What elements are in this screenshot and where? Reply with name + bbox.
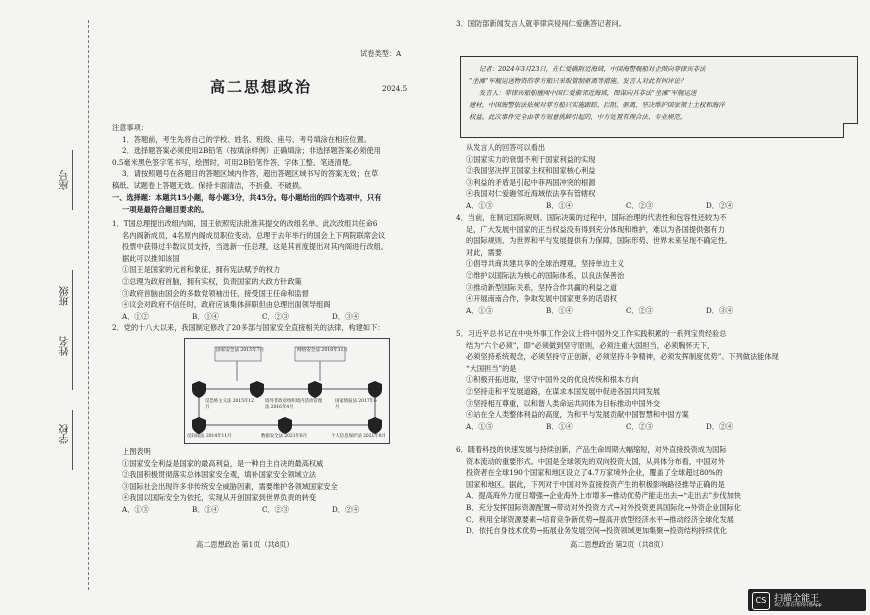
page-2-footer: 高二思想政治 第2页（共8页）	[570, 540, 668, 549]
question-2-options: 上图表明 ①国家安全利益是国家的最高利益，是一种自主自决的最高权威 ②我国积极贯彻落实总体国家安全观，填补国家安全领域立法 ③国际社会出现许多非传统安全威胁因素，需要维护各领域国家安全 ④我国以国际安全为依托，实现从开创国家到世界负责的转变 A．①③ B．①④ C．②③ D．②④	[112, 446, 434, 516]
section-one-heading: 一、选择题：本题共15小题，每小题3分，共45分。每小题给出的四个选项中，只有 一项是最符合题目要求的。	[112, 193, 382, 214]
name-label: 姓名	[60, 336, 71, 356]
diagram-svg	[185, 339, 389, 443]
diagram-node: 数据安全法 2021年6月	[261, 434, 308, 439]
diagram-node: 反恐怖主义法 2015年12月	[205, 399, 254, 410]
q3-answers: A．①③ B．①④ C．②③ D．②④	[466, 200, 734, 210]
security-law-diagram	[184, 338, 390, 444]
diagram-node: 反间谍法 2014年11月	[187, 434, 232, 439]
box-corner-fold	[843, 123, 858, 138]
watermark-subtitle: 3亿人都在用的扫描App	[774, 603, 822, 608]
notes-heading: 注意事项：	[112, 123, 148, 132]
diagram-node: 国家安全法 2015年7月	[216, 348, 265, 353]
scanner-watermark	[748, 589, 866, 611]
question-6: 6．随着科技的快速发展与持续创新，产品生命周期大幅缩短，对外直接投资成为国际 资本流动的重要形式。中国是全球领先的双向投资大国，从具体分布看，中国对外 投资者在全球190个国家和地区设立了4.7万家境外企业，覆盖了全球超过80%的 国家和地区。据此，下列对于中国对外直接投资产生的积极影响路径推导正确的是 A．提高海外力度日增强→企业海外上市增多→推动优势产能走出去→“走出去”步伐加快 B．充分发挥国际资源配置→带动对外投资方式→对外投资更具国际化→外资企业国际化 C．利用全球资源要素→培育竞争新优势→提高开放型经济水平→推动经济全球化发展 D．依托自身技术优势→拓展业务发展空间→投资领域更加集聚→投资结构持续优化	[456, 445, 741, 536]
notes-block: 注意事项： 1．答题前，考生先将自己的学校、姓名、班级、座号、考号填涂在相应位置。 2．选择题答案必须使用2B铅笔（按填涂样例）正确填涂；非选择题答案必须使用 0.5毫米黑色签字笔书写，绘图时，可用2B铅笔作答，字体工整、笔迹清楚。 3．请按照题号在各题目的答题区域内作答，超出答题区域书写的答案无效；在草 稿纸、试题卷上答题无效。保持卡面清洁，不折叠、不破损。	[112, 122, 434, 192]
question-1: 1．T国总理提出改组内阁，国王依照宪法批准其提交的改组名单。此次改组共任命6 名内阁新成员，4名原内阁成员职位变动。总理于去年举行的国会上下两院联席会议 投票中获得过半数议员支持，当选新一任总理，这是其首度提出对其内阁进行改组。 据此可以推知该国 ①国王是国家的元首和象征，拥有宪法赋予的权力 ②总理为政府首脑，拥有实权，负责国家的大政方针政策 ③政府首脑由国会的多数党领袖出任，接受国王任命和监督 ④议会对政府不信任时，政府应该集体辞职但由总理出面领导组阁 A．①② B．①④ C．②③ D．③④ 2．党的十八大以来，我国制定修改了20多部与国家安全直接相关的法律，构建如下：	[112, 218, 434, 334]
cut-line	[88, 20, 89, 590]
seat-label: 座号	[60, 170, 71, 190]
page-title: 高二思想政治	[210, 78, 313, 96]
exam-type: 试卷类型：A	[360, 49, 402, 58]
page-1-footer: 高二思想政治 第1页（共8页）	[196, 540, 294, 549]
question-4: 4．当前，在制定国际规则、国际决策的过程中，国际治理的代表性和包容性还较为不 足，广大发展中国家的正当权益没有得到充分体现和维护，难以为各国提供强有力 的国际规则、为世界和平与发展提供有力保障，国际形势、世界未来呈现不确定性。 对此，需要 ①倡导共商共建共享的全球治理观，坚持单边主义 ②维护以国际法为核心的国际体系，以良法保善治 ③推动新型国际关系，坚持合作共赢的利益之道 ④开展南南合作，争取发展中国家更多的话语权 A．①③ B．①④ C．②③ D．③④	[456, 212, 856, 316]
school-label: 学校	[60, 424, 71, 444]
q1-answers: A．①② B．①④ C．②③ D．③④	[122, 311, 360, 321]
question-3: 3．国防部新闻发言人就菲律宾侵闯仁爱礁答记者问。	[456, 19, 626, 28]
page-2	[440, 0, 870, 615]
class-label: 班级	[60, 286, 71, 306]
diagram-node: 网络安全法 2016年11月	[297, 348, 349, 353]
diagram-node: 国家情报法 2017年6月	[335, 399, 377, 410]
diagram-node: 个人信息保护法 2021年8月	[331, 434, 386, 439]
cs-logo-icon: CS	[752, 592, 770, 610]
q4-answers: A．①③ B．①④ C．②③ D．③④	[466, 305, 734, 315]
q2-answers: A．①③ B．①④ C．②③ D．②④	[122, 504, 360, 514]
binding-margin	[0, 0, 108, 615]
watermark-title: 扫描全能王	[774, 594, 820, 604]
q3-quote-box: 记者：2024年3月23日，在仁爱礁附近海域，中国海警舰船对企图向菲律宾非法 “坐滩”军舰运送物资的菲方船只采取管制驱离等措施。发言人对此有何评论？ 发言人：菲律宾船舶擅闯中国仁爱礁邻近海域，图谋向其非法“坐滩”军舰运送 建材，中国海警依法依规对菲方船只实施跟踪、拦阻、驱离，坚决维护国家领土主权和海洋 权益。此次事件完全由菲方刻意挑衅引起的，中方处置有理合法、专业规范。	[460, 56, 858, 138]
question-3-options: 从发言人的回答可以看出 ①国家实力的衰弱不利于国家利益的实现 ②我国坚决捍卫国家主权和国家核心利益 ③利益的矛盾是引起中菲两国冲突的根源 ④我国对仁爱礁邻近海域依法享有管辖权 A．①③ B．①④ C．②③ D．②④	[456, 142, 856, 212]
exam-date: 2024.5	[382, 84, 408, 93]
question-5: 5．习近平总书记在中央外事工作会议上将中国外交工作实践积累的一系列宝贵经验总 结为“六个必须”，即“必须做到坚守原则，必须注重大国担当，必须胸怀天下， 必须坚持系统观念，必须坚持守正创新，必须坚持斗争精神，必须发挥制度优势”。下列做法能体现 “大国担当”的是 ①积极开拓进取，坚守中国外交的优良传统和根本方向 ②坚持走和平发展道路，在谋求本国发展中促进各国共同发展 ③坚持相互尊重，以和谐人类命运共同体为目标推动中国外交 ④站在全人类整体利益的高度，为和平与发展贡献中国智慧和中国方案 A．①③ B．①④ C．②③ D．②④	[456, 328, 856, 432]
q5-answers: A．①③ B．①④ C．②③ D．②④	[466, 421, 734, 431]
diagram-node: 境外非政府组织境内活动管理法 2016年4月	[265, 399, 323, 410]
